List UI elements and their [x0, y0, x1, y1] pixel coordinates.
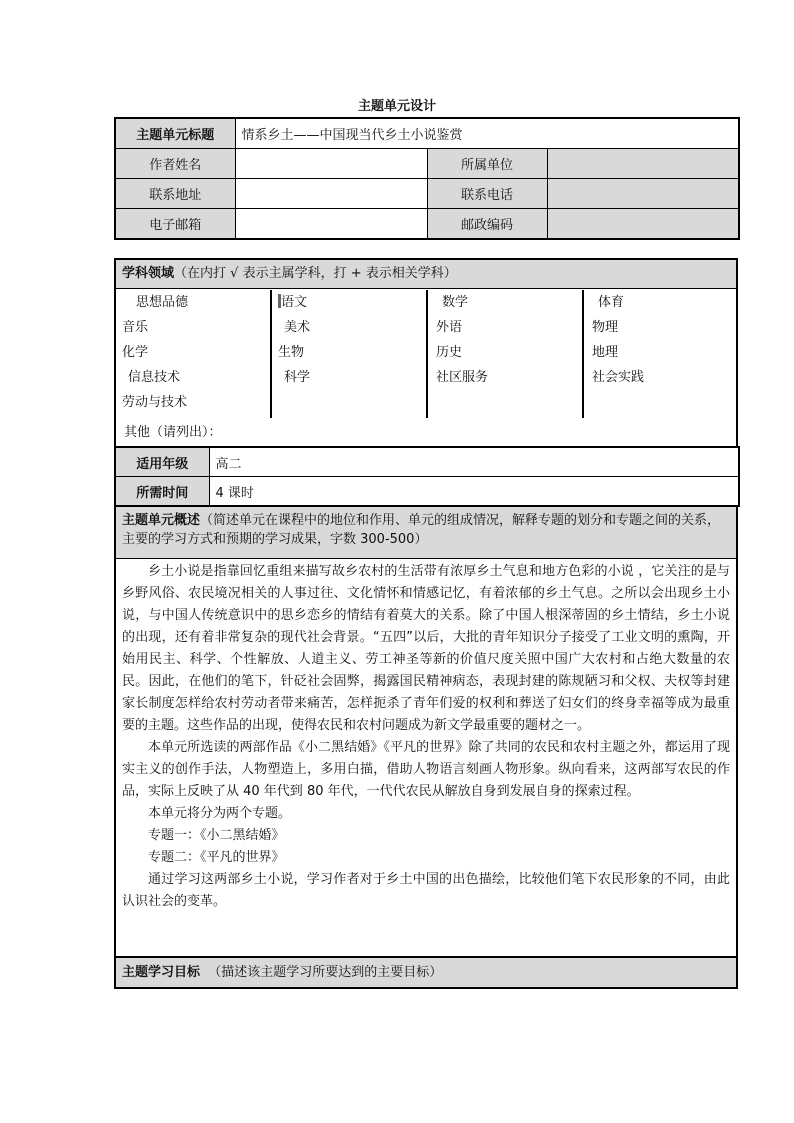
overview-body[interactable]	[116, 559, 736, 913]
overview-title: 主题单元概述	[122, 513, 201, 528]
subject-item[interactable]: 科学	[284, 370, 311, 385]
subject-item[interactable]: 体育	[598, 295, 625, 310]
column-divider	[426, 290, 428, 418]
overview-note: （简述单元在课程中的地位和作用、单元的组成情况，解释专题的划分和专题之间的关系，主要的学习方式和预期的学习成果，字数 300-500）	[122, 513, 721, 547]
subject-item[interactable]: 物理	[592, 320, 619, 335]
grade-label: 适用年级	[115, 447, 209, 477]
column-divider	[270, 290, 272, 418]
overview-paragraph: 乡土小说是指靠回忆重组来描写故乡农村的生活带有浓厚乡土气息和地方色彩的小说 ，它关注的是与乡野风俗、农民境况相关的人事过往、文化情怀和情感记忆，有着浓郁的乡土气息。之所以会出现乡土小说，与中国人传统意识中的思乡恋乡的情结有着莫大的关系。除了中国人根深蒂固的乡土情结，乡土小说的出现，还有着非常复杂的现代社会背景。“五四”以后，大批的青年知识分子接受了工业文明的熏陶，开始用民主、科学、个性解放、人道主义、劳工神圣等新的价值尺度关照中国广大农村和占绝大数量的农民。因此，在他们的笔下，针砭社会固弊，揭露国民精神病态，表现封建的陈规陋习和父权、夫权等封建家长制度怎样给农村劳动者带来痛苦，怎样扼杀了青年们爱的权利和葬送了妇女们的终身幸福等成为最重要的主题。这些作品的出现，使得农民和农村问题成为新文学最重要的题材之一。	[122, 564, 730, 733]
goal-note: （描述该主题学习所要达到的主要目标）	[208, 965, 443, 980]
subject-section	[114, 258, 738, 448]
unit-field[interactable]	[547, 149, 739, 179]
info-table	[114, 446, 740, 507]
subject-item[interactable]: 信息技术	[128, 370, 181, 385]
goal-header	[116, 956, 736, 987]
overview-paragraph: 专题二：《平凡的世界》	[148, 850, 285, 865]
subject-header	[116, 260, 736, 289]
subject-item[interactable]: 劳动与技术	[122, 395, 188, 410]
goal-title: 主题学习目标	[122, 965, 201, 980]
other-subjects[interactable]: 其他（请列出）：	[124, 425, 222, 440]
postcode-field[interactable]	[547, 209, 739, 240]
author-field[interactable]	[235, 149, 427, 179]
subject-item[interactable]: 社区服务	[436, 370, 489, 385]
email-label: 电子邮箱	[115, 209, 235, 240]
overview-header	[116, 507, 736, 559]
subject-column-3	[436, 290, 586, 418]
subject-item[interactable]: 化学	[122, 345, 149, 360]
overview-paragraph: 专题一：《小二黑结婚》	[148, 828, 285, 843]
subject-title: 学科领域	[122, 266, 175, 281]
subject-item[interactable]: 语文	[281, 295, 308, 310]
subject-item[interactable]: 地理	[592, 345, 619, 360]
subject-column-4	[592, 290, 732, 418]
phone-field[interactable]	[547, 179, 739, 209]
overview-paragraph: 通过学习这两部乡土小说，学习作者对于乡土中国的出色描绘，比较他们笔下农民形象的不同，由此认识社会的变革。	[122, 872, 730, 909]
overview-paragraph: 本单元将分为两个专题。	[148, 806, 292, 821]
subject-column-1	[122, 290, 272, 418]
overview-paragraph: 本单元所选读的两部作品《小二黑结婚》《平凡的世界》除了共同的农民和农村主题之外，都运用了现实主义的创作手法，人物塑造上，多用白描，借助人物语言刻画人物形象。纵向看来，这两部写农民的作品，实际上反映了从 40 年代到 80 年代，一代代农民从解放自身到发展自身的探索过程。	[122, 740, 730, 799]
subject-note: （在内打 √ 表示主属学科，打 + 表示相关学科）	[174, 266, 457, 281]
phone-label: 联系电话	[427, 179, 547, 209]
page-title: 主题单元设计	[357, 99, 436, 114]
subject-item[interactable]: 音乐	[122, 320, 149, 335]
overview-section	[114, 505, 738, 989]
time-label: 所需时间	[115, 477, 209, 507]
unit-label: 所属单位	[427, 149, 547, 179]
time-field[interactable]: 4 课时	[209, 477, 739, 507]
subject-item[interactable]: 思想品德	[136, 295, 189, 310]
subject-item[interactable]: 美术	[284, 320, 311, 335]
postcode-label: 邮政编码	[427, 209, 547, 240]
column-divider	[582, 290, 584, 418]
address-field[interactable]	[235, 179, 427, 209]
subject-item[interactable]: 生物	[278, 345, 305, 360]
subject-item[interactable]: 历史	[436, 345, 463, 360]
address-label: 联系地址	[115, 179, 235, 209]
header-table	[114, 117, 740, 240]
subject-item[interactable]: 外语	[436, 320, 463, 335]
topic-value[interactable]: 情系乡土——中国现当代乡土小说鉴赏	[235, 118, 739, 149]
subject-item[interactable]: 社会实践	[592, 370, 645, 385]
topic-label: 主题单元标题	[115, 118, 235, 149]
subject-column-2	[278, 290, 428, 418]
subject-item[interactable]: 数学	[442, 295, 469, 310]
grade-field[interactable]: 高二	[209, 447, 739, 477]
email-field[interactable]	[235, 209, 427, 240]
author-label: 作者姓名	[115, 149, 235, 179]
